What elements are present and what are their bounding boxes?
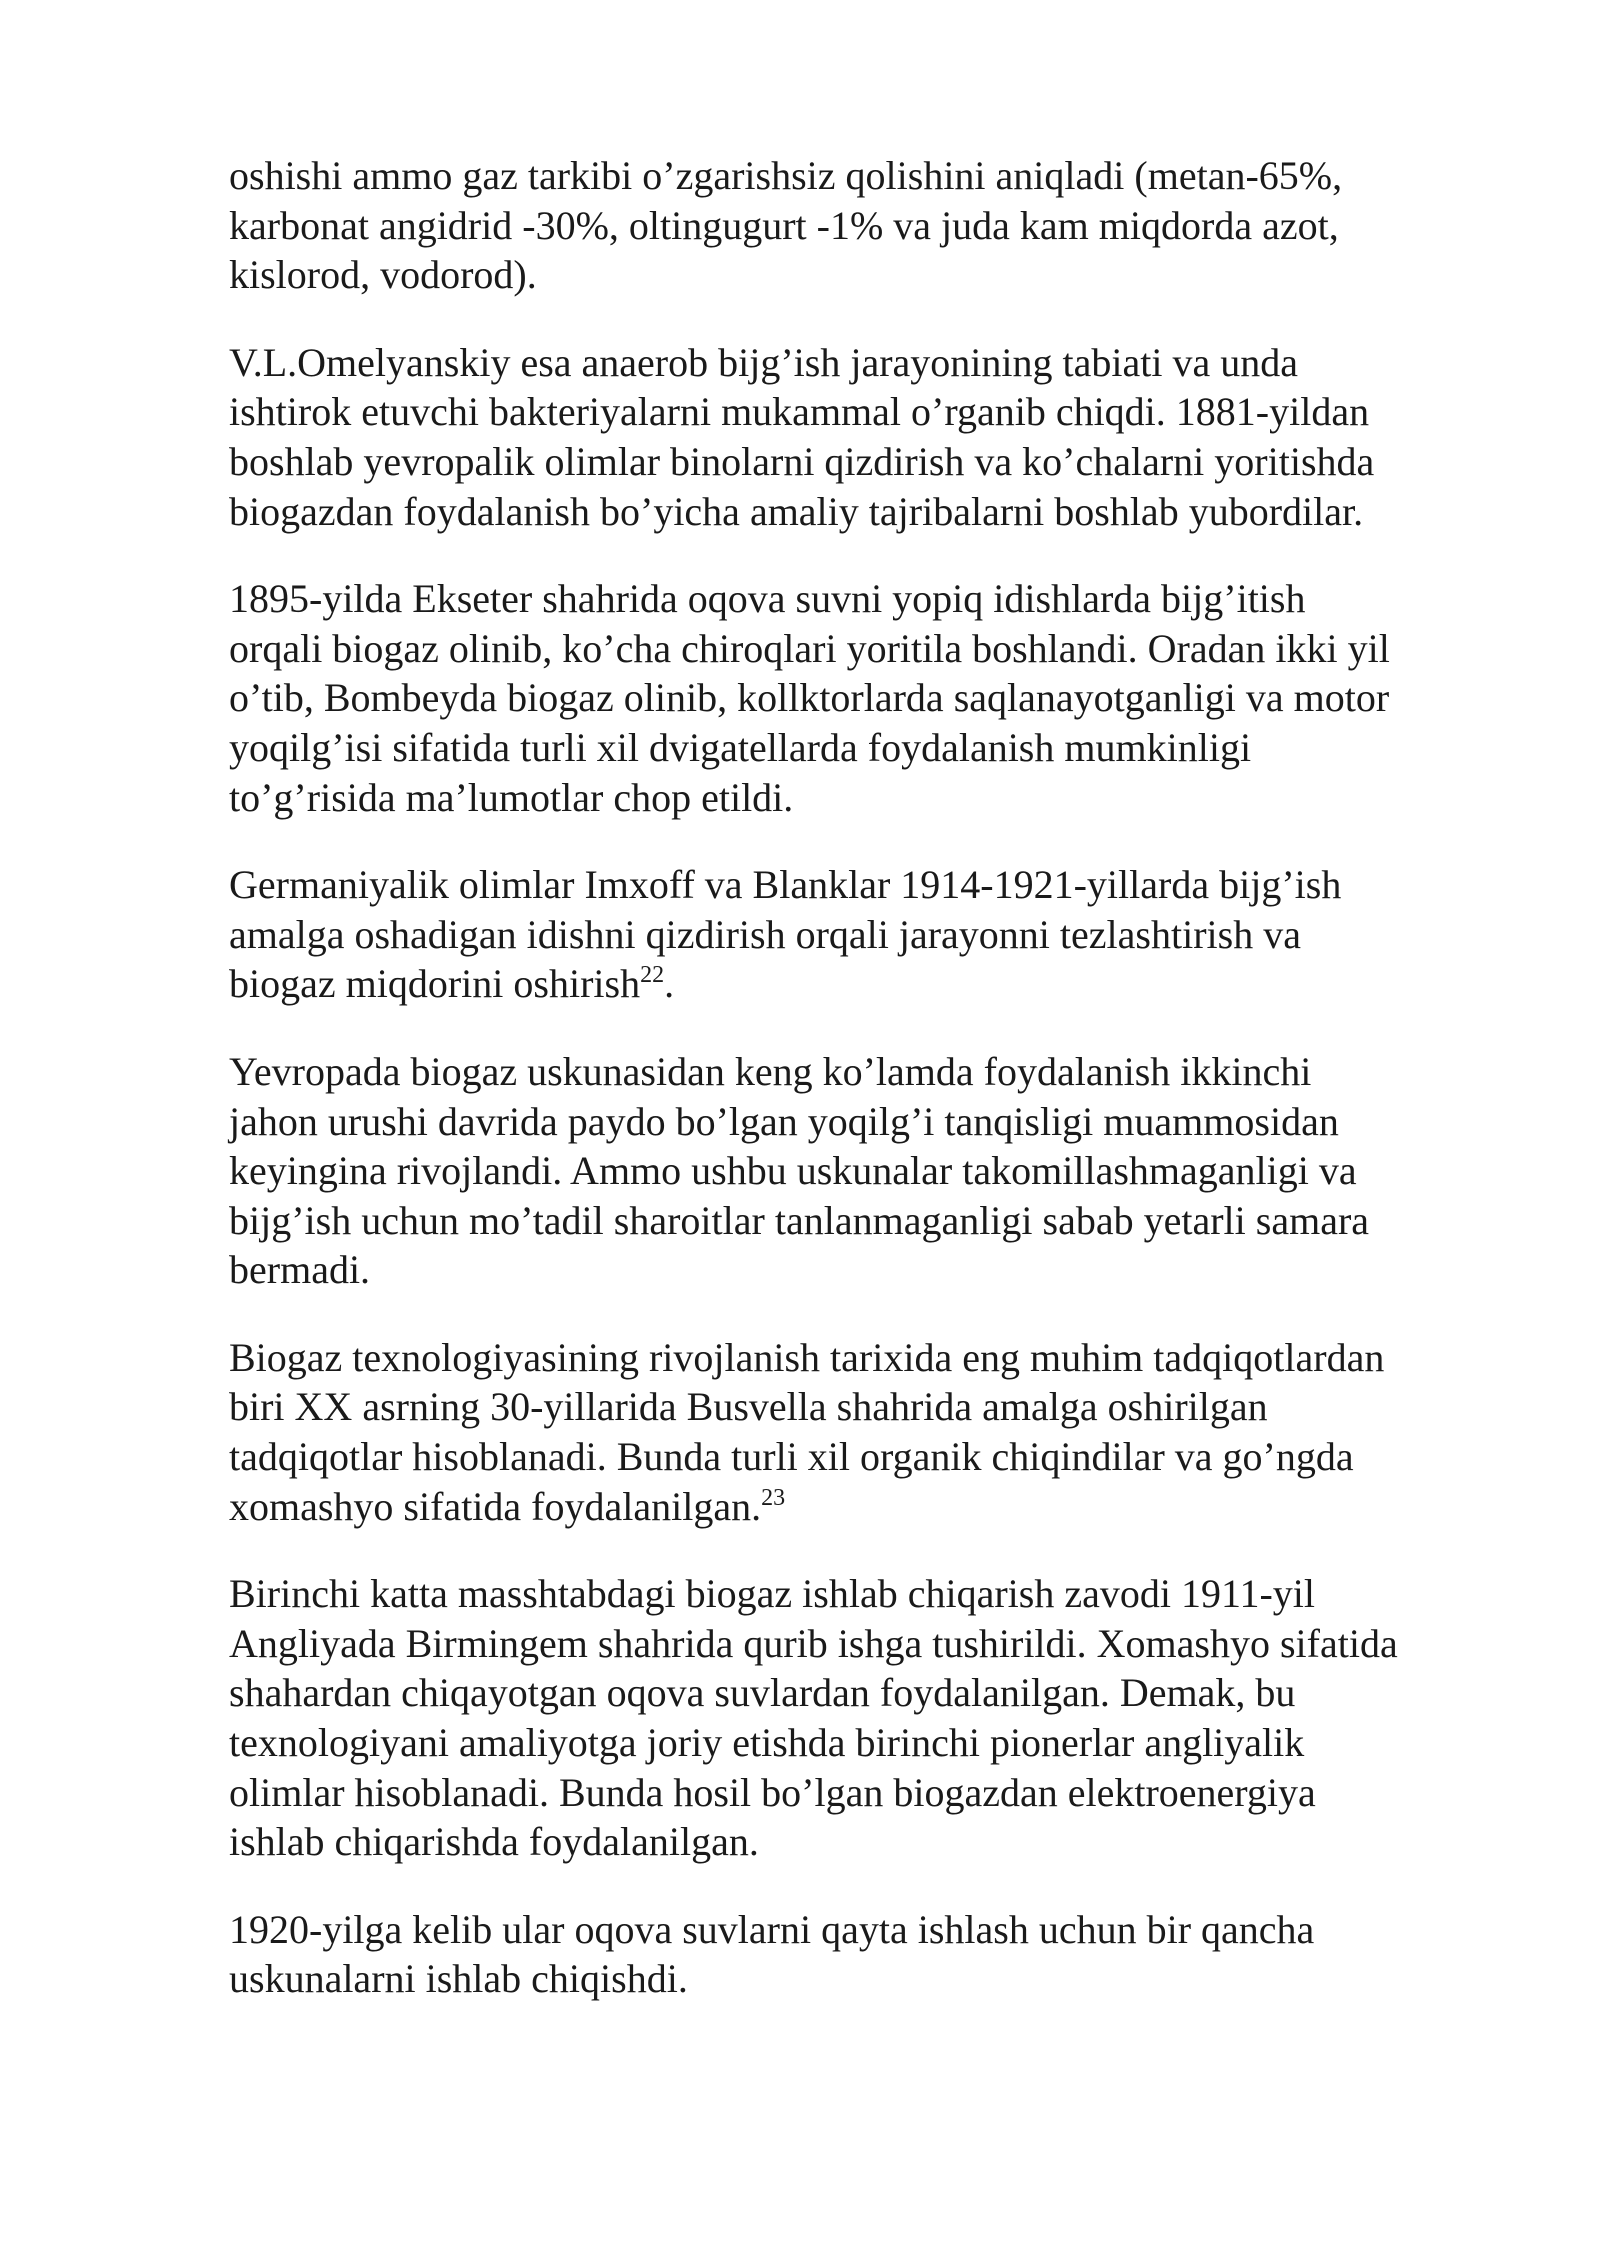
text-line: biri XX asrning 30-yillarida Busvella shahrida amalga oshirilgan	[229, 1384, 1268, 1430]
line-tail: .	[664, 961, 675, 1007]
text-line: shahardan chiqayotgan oqova suvlardan foydalanilgan. Demak, bu	[229, 1670, 1296, 1716]
text-line: Germaniyalik olimlar Imxoff va Blanklar 1914-1921-yillarda bijg’ish	[229, 862, 1342, 908]
paragraph-4	[229, 860, 1519, 1009]
text-line: orqali biogaz olinib, ko’cha chiroqlari yoritila boshlandi. Oradan ikki yil	[229, 625, 1390, 671]
paragraph-6	[229, 1333, 1519, 1531]
text-line: o’tib, Bombeyda biogaz olinib, kollktorlarda saqlanayotganligi va motor	[229, 675, 1390, 721]
text-line: uskunalarni ishlab chiqishdi.	[229, 1956, 688, 2002]
text-line: texnologiyani amaliyotga joriy etishda birinchi pionerlar angliyalik	[229, 1720, 1305, 1766]
text-line: to’g’risida ma’lumotlar chop etildi.	[229, 774, 794, 820]
text-line: karbonat angidrid -30%, oltingugurt -1% va juda kam miqdorda azot,	[229, 202, 1339, 248]
paragraph-7	[229, 1569, 1519, 1867]
text-line: Angliyada Birmingem shahrida qurib ishga tushirildi. Xomashyo sifatida	[229, 1620, 1398, 1666]
text-line-with-footnote	[229, 1482, 1519, 1532]
line-text: xomashyo sifatida foydalanilgan.	[229, 1483, 762, 1529]
paragraph-3	[229, 574, 1519, 822]
footnote-ref-22[interactable]: 22	[640, 962, 665, 989]
text-line: olimlar hisoblanadi. Bunda hosil bo’lgan biogazdan elektroenergiya	[229, 1769, 1316, 1815]
text-line: V.L.Omelyanskiy esa anaerob bijg’ish jarayonining tabiati va unda	[229, 339, 1298, 385]
text-line: jahon urushi davrida paydo bo’lgan yoqilg’i tanqisligi muammosidan	[229, 1098, 1339, 1144]
text-line: Birinchi katta masshtabdagi biogaz ishlab chiqarish zavodi 1911-yil	[229, 1571, 1316, 1617]
text-line: bijg’ish uchun mo’tadil sharoitlar tanlanmaganligi sabab yetarli samara	[229, 1197, 1370, 1243]
paragraph-2	[229, 338, 1519, 536]
document-page	[229, 151, 1519, 2042]
paragraph-1	[229, 151, 1519, 300]
text-line: amalga oshadigan idishni qizdirish orqali jarayonni tezlashtirish va	[229, 911, 1301, 957]
text-line: 1920-yilga kelib ular oqova suvlarni qayta ishlash uchun bir qancha	[229, 1906, 1315, 1952]
text-line: biogazdan foydalanish bo’yicha amaliy tajribalarni boshlab yubordilar.	[229, 488, 1364, 534]
text-line: tadqiqotlar hisoblanadi. Bunda turli xil organik chiqindilar va go’ngda	[229, 1434, 1354, 1480]
text-line: Yevropada biogaz uskunasidan keng ko’lamda foydalanish ikkinchi	[229, 1048, 1312, 1094]
text-line-with-footnote	[229, 959, 1519, 1009]
footnote-ref-23[interactable]: 23	[761, 1484, 786, 1511]
line-text: biogaz miqdorini oshirish	[229, 961, 641, 1007]
text-line: boshlab yevropalik olimlar binolarni qizdirish va ko’chalarni yoritishda	[229, 438, 1375, 484]
text-line: oshishi ammo gaz tarkibi o’zgarishsiz qolishini aniqladi (metan-65%,	[229, 153, 1343, 198]
paragraph-8	[229, 1905, 1519, 2004]
text-line: ishtirok etuvchi bakteriyalarni mukammal o’rganib chiqdi. 1881-yildan	[229, 389, 1370, 435]
text-line: kislorod, vodorod).	[229, 252, 537, 298]
text-line: ishlab chiqarishda foydalanilgan.	[229, 1819, 759, 1865]
text-line: keyingina rivojlandi. Ammo ushbu uskunalar takomillashmaganligi va	[229, 1148, 1357, 1194]
text-line: 1895-yilda Ekseter shahrida oqova suvni yopiq idishlarda bijg’itish	[229, 576, 1306, 622]
text-line: yoqilg’isi sifatida turli xil dvigatellarda foydalanish mumkinligi	[229, 724, 1252, 770]
text-line: bermadi.	[229, 1247, 371, 1293]
text-line: Biogaz texnologiyasining rivojlanish tarixida eng muhim tadqiqotlardan	[229, 1334, 1385, 1380]
paragraph-5	[229, 1047, 1519, 1295]
